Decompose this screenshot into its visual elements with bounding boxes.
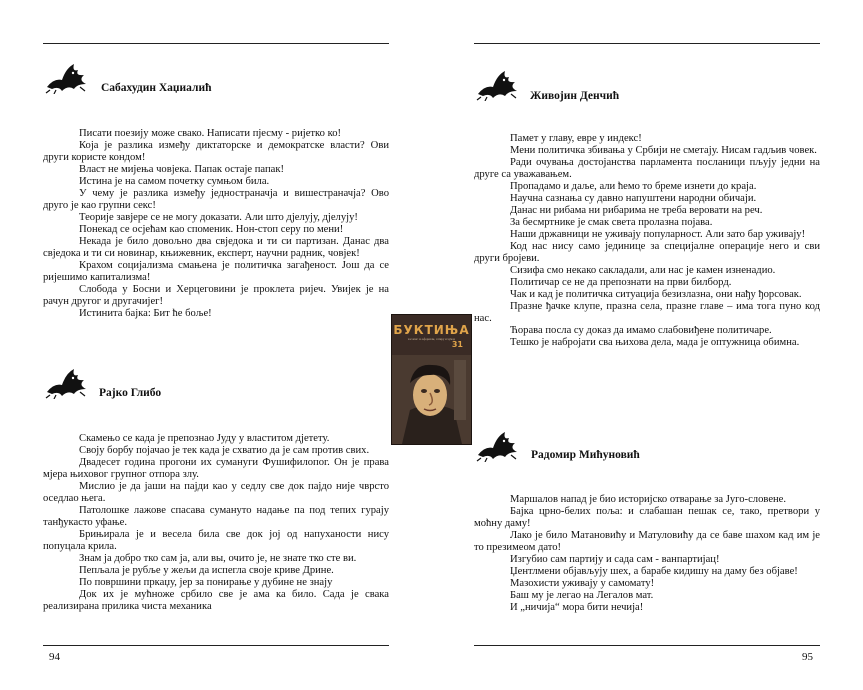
aphorism-paragraph: Двадесет година прогони их сумануги Фушифилопог. Он је права мјера њиховог групног отпора злу. (43, 457, 389, 480)
aphorism-paragraph: Истинита бајка: Бит ће боље! (79, 308, 212, 319)
author-name: Живојин Денчић (530, 90, 620, 102)
aphorism-block (43, 433, 389, 613)
dragon-emblem-icon (475, 428, 521, 462)
aphorism-paragraph: Сизифа смо некако сакладали, али нас је камен изненадио. (510, 265, 776, 276)
aphorism-paragraph: Код нас нису само јединице за специјалне операције него и сви други бројеви. (474, 241, 820, 264)
aphorism-paragraph: Пропадамо и даље, али ћемо то бреме изнети до краја. (510, 181, 757, 192)
aphorism-paragraph: Патолошке лажове спасава сумануто надање па под тепих гурају танђукасто уфање. (43, 505, 389, 528)
author-name: Сабахудин Хаџиалић (101, 82, 212, 94)
aphorism-paragraph: Бајка црно-белих поља: и слабашан пешак се, тако, претвори у моћну даму! (474, 506, 820, 529)
aphorism-paragraph: Данас ни рибама ни рибарима не треба веровати на реч. (510, 205, 763, 216)
aphorism-block (43, 128, 389, 320)
cover-subtitle: часопис за афоризам, сатиру и хумор (407, 337, 456, 341)
aphorism-paragraph: И „ничија“ мора бити нечија! (510, 602, 644, 613)
author-name: Рајко Глибо (99, 387, 162, 399)
aphorism-paragraph: Брињирала је и весела била све док јој од напуханости нису попуцала крила. (43, 529, 389, 552)
right-bottom-rule (474, 645, 820, 646)
aphorism-paragraph: Која је разлика између диктаторске и демократске власти? Ови други користе кондом! (43, 140, 389, 163)
aphorism-paragraph: Лако је било Матановићу и Матуловићу да се баве шахом кад им је то презимеом дато! (474, 530, 820, 553)
aphorism-paragraph: Изгубио сам партију и сада сам - ванпартијац! (510, 554, 720, 565)
aphorism-paragraph: Баш му је легао на Легалов мат. (510, 590, 654, 601)
cover-title: БУКТИЊА (393, 323, 470, 337)
aphorism-paragraph: Крахом социјализма смањена је политичка загађеност. Још да се ријешимо капитализма! (43, 260, 389, 283)
aphorism-paragraph: Пепљала је рубље у жељи да испегла своје криве Дрине. (79, 565, 334, 576)
cover-issue-number: 31 (451, 340, 463, 349)
caricature-portrait (392, 315, 471, 444)
magazine-cover-image (391, 314, 472, 445)
aphorism-paragraph: Скамењо се када је препознао Јуду у властитом дјетету. (79, 433, 330, 444)
aphorism-paragraph: Тешко је набројати сва њихова дела, мада је оптужница обимна. (510, 337, 800, 348)
aphorism-paragraph: Мени политичка збивања у Србији не сметају. Нисам гадљив човек. (510, 145, 817, 156)
page-number: 94 (49, 651, 60, 663)
aphorism-block (474, 133, 820, 349)
aphorism-paragraph: Понекад се осјећам као споменик. Нон-стоп серу по мени! (79, 224, 344, 235)
aphorism-paragraph: За бесмртнике је смак света пролазна појава. (510, 217, 713, 228)
right-top-rule (474, 43, 820, 44)
aphorism-paragraph: Власт не мијења човјека. Папак остаје папак! (79, 164, 285, 175)
aphorism-paragraph: Знам ја добро тко сам ја, али вы, очито је, не знате тко сте ви. (79, 553, 357, 564)
aphorism-block (474, 494, 820, 614)
aphorism-paragraph: Истина је на самом почетку сумњом била. (79, 176, 270, 187)
aphorism-paragraph: По површини пркаџу, јер за понирање у дубине не знају (79, 577, 333, 588)
aphorism-paragraph: Своју борбу појачао је тек када је схватио да је сам против свих. (79, 445, 370, 456)
aphorism-paragraph: Писати поезију може свако. Написати пјесму - ријетко ко! (79, 128, 342, 139)
aphorism-paragraph: Политичар се не да препознати на први билборд. (510, 277, 732, 288)
left-bottom-rule (43, 645, 389, 646)
aphorism-paragraph: Џентлмени објављују шех, а барабе кидишу на даму без објаве! (510, 566, 798, 577)
aphorism-paragraph: Наши државници не уживају популарност. Али зато бар уживају! (510, 229, 806, 240)
aphorism-paragraph: Памет у главу, евре у индекс! (510, 133, 642, 144)
aphorism-paragraph: Научна сазнања су давно напуштени народни обичаји. (510, 193, 757, 204)
dragon-emblem-icon (475, 67, 521, 101)
aphorism-paragraph: Маршалов напад је био историјско отварање за Југо-словене. (510, 494, 787, 505)
aphorism-paragraph: Теорије завјере се не могу доказати. Али што дјелују, дјелују! (79, 212, 358, 223)
dragon-emblem-icon (44, 365, 90, 399)
aphorism-paragraph: Мислио је да јаши на пајди као у седлу све док пајдо није чврсто оседлао њега. (43, 481, 389, 504)
dragon-emblem-icon (44, 60, 90, 94)
author-name: Радомир Мићуновић (531, 449, 640, 461)
page-number: 95 (802, 651, 813, 663)
left-top-rule (43, 43, 389, 44)
aphorism-paragraph: У чему је разлика између једностраначја и вишестраначја? Ово друго је као групни секс! (43, 188, 389, 211)
aphorism-paragraph: Некада је било довољно два свједока и ти си партизан. Данас два свједока и ти си новинар, књижевник, експерт, научни радник, човјек! (43, 236, 389, 259)
aphorism-paragraph: Ћорава посла су доказ да имамо слабовиђене политичаре. (510, 325, 772, 336)
aphorism-paragraph: Док их је мућноже србило све је ама ка било. Сада је свака реализирана прилика чиста механика (43, 589, 389, 612)
aphorism-paragraph: Празне ђачке клупе, празна села, празне главе – има тога пуно код нас. (474, 301, 820, 324)
aphorism-paragraph: Чак и кад је политичка ситуација безизлазна, они нађу ђорсовак. (510, 289, 802, 300)
aphorism-paragraph: Слобода у Босни и Херцеговини је проклета ријеч. Увијек је на рачун другог и другачијег! (43, 284, 389, 307)
aphorism-paragraph: Ради очувања достојанства парламента посланици пљују једни на друге са уважавањем. (474, 157, 820, 180)
aphorism-paragraph: Мазохисти уживају у самомату! (510, 578, 655, 589)
